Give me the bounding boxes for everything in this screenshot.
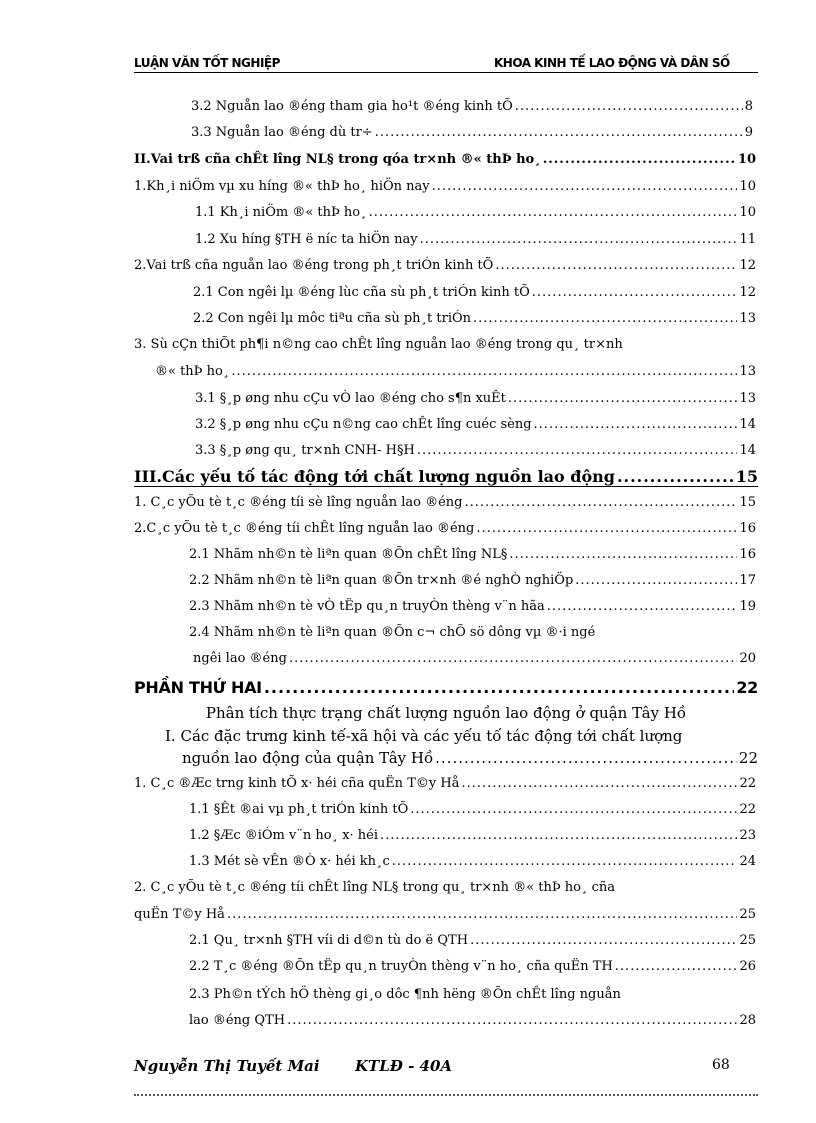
- toc-entry: 2.1 Qu¸ tr×nh §TH víi di d©n tù do ë QTH ..... 25: [189, 932, 756, 950]
- toc-entry: 3.2 §¸p øng nhu cÇu n©ng cao chÊt lîng cuéc sèng ..... 14: [195, 416, 756, 434]
- toc-entry: 1.2 §Æc ®iÓm v¨n ho¸ x· héi ..... 23: [189, 827, 756, 845]
- footer-rule: [134, 1094, 758, 1096]
- header-rule: [134, 72, 758, 73]
- toc-entry: 3.1 §¸p øng nhu cÇu vÒ lao ®éng cho s¶n xuÊt ..... 13: [195, 390, 756, 408]
- toc-entry: 2.3 Nhãm nh©n tè vÒ tËp qu¸n truyÒn thèng v¨n hãa ..... 19: [189, 598, 756, 616]
- part-subtitle: Phân tích thực trạng chất lượng nguồn lao động ở quận Tây Hồ: [205, 704, 687, 722]
- toc-entry: 2.2 Nhãm nh©n tè liªn quan ®Õn tr×nh ®é nghÒ nghiÖp ..... 17: [189, 572, 756, 590]
- toc-entry: 2.C¸c yÕu tè t¸c ®éng tíi chÊt lîng nguån lao ®éng ..... 16: [134, 520, 756, 538]
- toc-entry: 2.1 Nhãm nh©n tè liªn quan ®Õn chÊt lîng NL§ ..... 16: [189, 546, 756, 564]
- toc-entry: II.Vai trß cña chÊt lîng NL§ trong qóa tr×nh ®« thÞ ho¸ ..... 10: [134, 151, 756, 169]
- toc-entry: 1. C¸c ®Æc trng kinh tÕ x· héi cña quËn T©y Hå ..... 22: [134, 775, 756, 793]
- toc-entry: 2.2 Con ngêi lµ môc tiªu cña sù ph¸t triÓn ..... 13: [193, 310, 756, 328]
- part-heading: PHẦN THỨ HAI ..... 22: [134, 679, 758, 697]
- toc-entry: 1.1 Kh¸i niÖm ®« thÞ ho¸ ..... 10: [195, 204, 756, 222]
- toc-entry: 1.2 Xu híng §TH ë níc ta hiÖn nay ..... 11: [195, 231, 756, 249]
- toc-entry: 2.3 Ph©n tÝch hÖ thèng gi¸o dôc ¶nh hëng ®Õn chÊt lîng nguån: [189, 987, 621, 1002]
- toc-entry: III.Các yếu tố tác động tới chất lượng nguồn lao động ..... 15: [134, 468, 758, 487]
- toc-entry: 1. C¸c yÕu tè t¸c ®éng tíi sè lîng nguån lao ®éng ..... 15: [134, 494, 756, 512]
- toc-entry: 2. C¸c yÕu tè t¸c ®éng tíi chÊt lîng NL§ trong qu¸ tr×nh ®« thÞ ho¸ cña: [134, 880, 616, 895]
- toc-entry: lao ®éng QTH ..... 28: [189, 1012, 756, 1030]
- page-number: 68: [712, 1057, 730, 1073]
- toc-entry: 1.3 Mét sè vÊn ®Ò x· héi kh¸c ..... 24: [189, 853, 756, 871]
- toc-entry: 2.1 Con ngêi lµ ®éng lùc cña sù ph¸t triÓn kinh tÕ ..... 12: [193, 284, 756, 302]
- toc-entry: 2.4 Nhãm nh©n tè liªn quan ®Õn c¬ chÕ sö dông vµ ®·i ngé: [189, 625, 596, 640]
- toc-entry: 3.2 Nguån lao ®éng tham gia ho¹t ®éng kinh tÕ ..... 8: [191, 98, 753, 116]
- toc-entry: 3.3 §¸p øng qu¸ tr×nh CNH- H§H ..... 14: [195, 442, 756, 460]
- author-name: Nguyễn Thị Tuyết Mai: [134, 1057, 320, 1075]
- toc-entry: 2.2 T¸c ®éng ®Õn tËp qu¸n truyÒn thèng v¨n ho¸ cña quËn TH ..... 26: [189, 958, 756, 976]
- header-left: LUẬN VĂN TỐT NGHIỆP: [134, 56, 280, 70]
- toc-entry: 3.3 Nguån lao ®éng dù tr÷ ..... 9: [191, 124, 753, 142]
- toc-entry: quËn T©y Hå ..... 25: [134, 906, 756, 924]
- toc-entry: 2.Vai trß cña nguån lao ®éng trong ph¸t triÓn kinh tÕ ..... 12: [134, 257, 756, 275]
- toc-entry: 3. Sù cÇn thiÕt ph¶i n©ng cao chÊt lîng nguån lao ®éng trong qu¸ tr×nh: [134, 337, 623, 352]
- header-right: KHOA KINH TẾ LAO ĐỘNG VÀ DÂN SỐ: [494, 56, 730, 70]
- toc-entry: 1.1 §Êt ®ai vµ ph¸t triÓn kinh tÕ ..... 22: [189, 801, 756, 819]
- class-code: KTLĐ - 40A: [355, 1057, 453, 1075]
- toc-entry: ngêi lao ®éng ..... 20: [193, 650, 756, 668]
- toc-entry: ®« thÞ ho¸ ..... 13: [155, 363, 756, 381]
- toc-entry: 1.Kh¸i niÖm vµ xu híng ®« thÞ ho¸ hiÖn nay ..... 10: [134, 178, 756, 196]
- section-heading: I. Các đặc trưng kinh tế-xã hội và các yếu tố tác động tới chất lượng: [165, 727, 683, 745]
- toc-entry: nguồn lao động của quận Tây Hồ ..... 22: [182, 749, 758, 767]
